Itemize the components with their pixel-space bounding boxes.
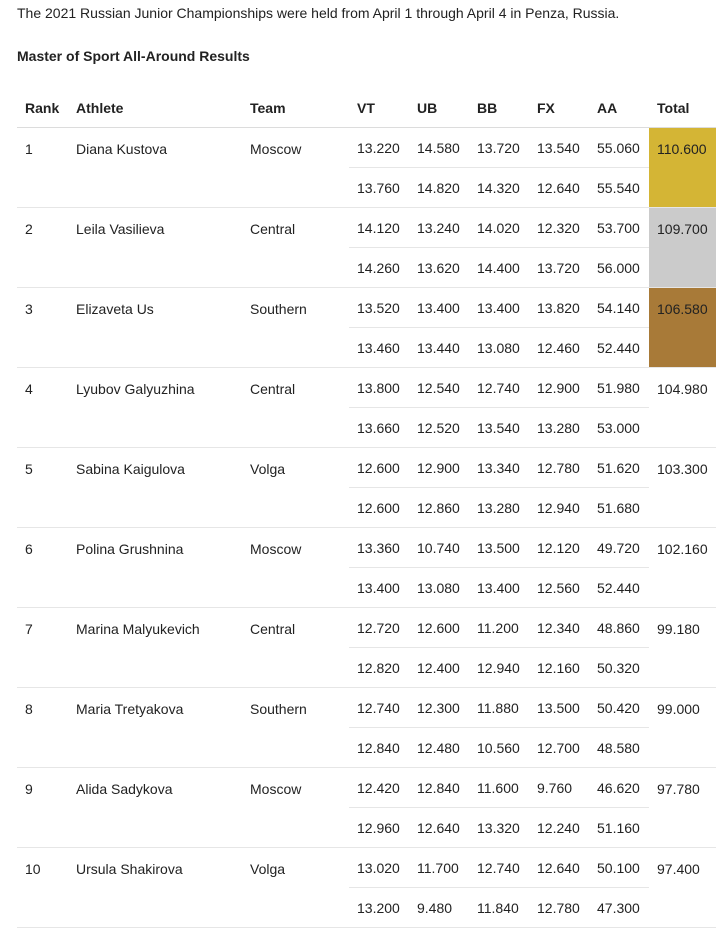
score-bb: 13.720 (469, 128, 529, 168)
score-ub: 13.440 (409, 328, 469, 368)
score-aa: 48.860 (589, 608, 649, 648)
score-bb: 14.400 (469, 248, 529, 288)
table-row (17, 528, 716, 568)
score-vt: 13.460 (349, 328, 409, 368)
total-score: 97.400 (649, 848, 716, 928)
table-row (17, 608, 716, 648)
team-name: Volga (242, 448, 349, 528)
score-ub: 12.540 (409, 368, 469, 408)
score-bb: 13.400 (469, 568, 529, 608)
score-fx: 12.340 (529, 608, 589, 648)
section-heading: Master of Sport All-Around Results (17, 48, 250, 64)
results-table (17, 88, 716, 928)
team-name: Moscow (242, 128, 349, 208)
rank-cell: 1 (17, 128, 68, 208)
team-name: Central (242, 368, 349, 448)
athlete-name: Diana Kustova (68, 128, 242, 208)
score-fx: 12.240 (529, 808, 589, 848)
team-name: Volga (242, 848, 349, 928)
rank-cell: 6 (17, 528, 68, 608)
total-score: 103.300 (649, 448, 716, 528)
score-aa: 50.320 (589, 648, 649, 688)
score-vt: 13.800 (349, 368, 409, 408)
col-header-total: Total (649, 88, 716, 128)
score-ub: 13.240 (409, 208, 469, 248)
score-vt: 12.820 (349, 648, 409, 688)
score-bb: 11.840 (469, 888, 529, 928)
header-row (17, 88, 716, 128)
score-aa: 56.000 (589, 248, 649, 288)
col-header-rank: Rank (17, 88, 68, 128)
score-bb: 12.740 (469, 848, 529, 888)
score-bb: 13.340 (469, 448, 529, 488)
col-header-athlete: Athlete (68, 88, 242, 128)
score-vt: 13.400 (349, 568, 409, 608)
col-header-bb: BB (469, 88, 529, 128)
total-score: 110.600 (649, 128, 716, 208)
score-bb: 12.940 (469, 648, 529, 688)
athlete-name: Maria Tretyakova (68, 688, 242, 768)
score-bb: 13.280 (469, 488, 529, 528)
team-name: Moscow (242, 528, 349, 608)
col-header-vt: VT (349, 88, 409, 128)
rank-cell: 4 (17, 368, 68, 448)
score-fx: 12.780 (529, 888, 589, 928)
score-aa: 51.680 (589, 488, 649, 528)
score-fx: 12.640 (529, 168, 589, 208)
score-vt: 12.840 (349, 728, 409, 768)
score-fx: 9.760 (529, 768, 589, 808)
team-name: Southern (242, 288, 349, 368)
score-fx: 12.120 (529, 528, 589, 568)
col-header-fx: FX (529, 88, 589, 128)
score-fx: 12.460 (529, 328, 589, 368)
score-vt: 14.120 (349, 208, 409, 248)
score-aa: 53.700 (589, 208, 649, 248)
total-score: 109.700 (649, 208, 716, 288)
table-row (17, 128, 716, 168)
total-score: 104.980 (649, 368, 716, 448)
score-aa: 49.720 (589, 528, 649, 568)
total-score: 99.000 (649, 688, 716, 768)
score-ub: 12.600 (409, 608, 469, 648)
score-vt: 13.660 (349, 408, 409, 448)
rank-cell: 10 (17, 848, 68, 928)
rank-cell: 8 (17, 688, 68, 768)
score-aa: 54.140 (589, 288, 649, 328)
athlete-name: Marina Malyukevich (68, 608, 242, 688)
team-name: Moscow (242, 768, 349, 848)
col-header-team: Team (242, 88, 349, 128)
col-header-aa: AA (589, 88, 649, 128)
score-aa: 46.620 (589, 768, 649, 808)
score-ub: 11.700 (409, 848, 469, 888)
table-row (17, 848, 716, 888)
score-ub: 12.300 (409, 688, 469, 728)
score-fx: 12.900 (529, 368, 589, 408)
athlete-name: Ursula Shakirova (68, 848, 242, 928)
rank-cell: 7 (17, 608, 68, 688)
score-aa: 55.060 (589, 128, 649, 168)
athlete-name: Polina Grushnina (68, 528, 242, 608)
score-ub: 12.860 (409, 488, 469, 528)
total-score: 97.780 (649, 768, 716, 848)
score-ub: 13.400 (409, 288, 469, 328)
score-fx: 12.160 (529, 648, 589, 688)
total-score: 99.180 (649, 608, 716, 688)
score-bb: 13.080 (469, 328, 529, 368)
score-aa: 53.000 (589, 408, 649, 448)
score-vt: 13.360 (349, 528, 409, 568)
score-fx: 12.560 (529, 568, 589, 608)
col-header-ub: UB (409, 88, 469, 128)
table-row (17, 288, 716, 328)
score-bb: 10.560 (469, 728, 529, 768)
score-bb: 11.600 (469, 768, 529, 808)
score-fx: 12.640 (529, 848, 589, 888)
athlete-name: Alida Sadykova (68, 768, 242, 848)
score-ub: 13.080 (409, 568, 469, 608)
athlete-name: Sabina Kaigulova (68, 448, 242, 528)
score-aa: 52.440 (589, 328, 649, 368)
score-bb: 11.880 (469, 688, 529, 728)
score-ub: 14.580 (409, 128, 469, 168)
score-aa: 51.980 (589, 368, 649, 408)
score-aa: 50.100 (589, 848, 649, 888)
rank-cell: 5 (17, 448, 68, 528)
score-aa: 48.580 (589, 728, 649, 768)
score-ub: 12.400 (409, 648, 469, 688)
score-aa: 51.620 (589, 448, 649, 488)
rank-cell: 3 (17, 288, 68, 368)
score-ub: 12.480 (409, 728, 469, 768)
score-bb: 13.500 (469, 528, 529, 568)
table-row (17, 768, 716, 808)
score-fx: 13.540 (529, 128, 589, 168)
score-fx: 13.720 (529, 248, 589, 288)
score-vt: 12.600 (349, 488, 409, 528)
score-vt: 12.960 (349, 808, 409, 848)
score-bb: 11.200 (469, 608, 529, 648)
score-bb: 14.020 (469, 208, 529, 248)
score-vt: 13.220 (349, 128, 409, 168)
score-ub: 12.640 (409, 808, 469, 848)
score-vt: 12.740 (349, 688, 409, 728)
score-ub: 9.480 (409, 888, 469, 928)
athlete-name: Elizaveta Us (68, 288, 242, 368)
score-aa: 47.300 (589, 888, 649, 928)
rank-cell: 2 (17, 208, 68, 288)
score-bb: 14.320 (469, 168, 529, 208)
score-vt: 13.520 (349, 288, 409, 328)
score-vt: 12.600 (349, 448, 409, 488)
total-score: 106.580 (649, 288, 716, 368)
score-fx: 12.940 (529, 488, 589, 528)
score-vt: 13.020 (349, 848, 409, 888)
table-row (17, 448, 716, 488)
team-name: Southern (242, 688, 349, 768)
score-fx: 13.820 (529, 288, 589, 328)
score-fx: 12.320 (529, 208, 589, 248)
score-vt: 13.200 (349, 888, 409, 928)
score-fx: 13.280 (529, 408, 589, 448)
score-aa: 55.540 (589, 168, 649, 208)
score-ub: 12.520 (409, 408, 469, 448)
athlete-name: Lyubov Galyuzhina (68, 368, 242, 448)
intro-text: The 2021 Russian Junior Championships were held from April 1 through April 4 in Penza, Russia. (17, 5, 620, 21)
team-name: Central (242, 208, 349, 288)
score-fx: 12.700 (529, 728, 589, 768)
score-vt: 12.720 (349, 608, 409, 648)
score-bb: 13.540 (469, 408, 529, 448)
score-ub: 12.900 (409, 448, 469, 488)
table-row (17, 208, 716, 248)
score-vt: 13.760 (349, 168, 409, 208)
rank-cell: 9 (17, 768, 68, 848)
table-row (17, 368, 716, 408)
score-bb: 13.320 (469, 808, 529, 848)
score-ub: 12.840 (409, 768, 469, 808)
score-aa: 52.440 (589, 568, 649, 608)
table-row (17, 688, 716, 728)
score-ub: 14.820 (409, 168, 469, 208)
score-fx: 12.780 (529, 448, 589, 488)
score-ub: 13.620 (409, 248, 469, 288)
score-fx: 13.500 (529, 688, 589, 728)
score-bb: 13.400 (469, 288, 529, 328)
score-vt: 14.260 (349, 248, 409, 288)
score-bb: 12.740 (469, 368, 529, 408)
score-vt: 12.420 (349, 768, 409, 808)
athlete-name: Leila Vasilieva (68, 208, 242, 288)
score-aa: 51.160 (589, 808, 649, 848)
team-name: Central (242, 608, 349, 688)
total-score: 102.160 (649, 528, 716, 608)
score-ub: 10.740 (409, 528, 469, 568)
score-aa: 50.420 (589, 688, 649, 728)
results-body (17, 128, 716, 928)
